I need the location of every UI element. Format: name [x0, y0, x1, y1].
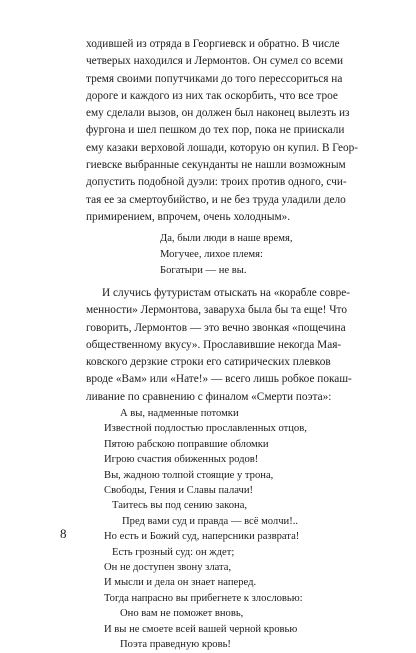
text-line: менности» Лермонтова, заваруха была бы та еще! Что	[86, 304, 347, 317]
text-line: общественному вкусу». Прославившие некогда Мая-	[86, 338, 342, 351]
text-line: ливание по сравнению с финалом «Смерти поэта»:	[86, 390, 332, 403]
text-line: тая ее за смертоубийство, и не без труда уладили дело	[86, 193, 346, 206]
text-line: вроде «Вам» или «Нате!» — всего лишь робкое покаш-	[86, 373, 352, 386]
text-line: фургона и шел пешком до тех пор, пока не приискали	[86, 124, 345, 137]
verse-line: Пред вами суд и правда — всё молчи!..	[122, 515, 299, 527]
text-line: говорить, Лермонтов — это вечно звонкая «пощечина	[86, 321, 346, 334]
text-line: четверых находился и Лермонтов. Он сумел со всеми	[86, 55, 344, 68]
epigraph-verse	[160, 231, 292, 279]
verse-line: Пятою рабскою поправшие обломки	[104, 438, 269, 450]
verse-line: Известной подлостью прославленных отцов,	[104, 423, 307, 435]
verse-line: Да, были люди в наше время,	[160, 233, 293, 244]
verse-line: Поэта праведную кровь!	[120, 639, 231, 651]
verse-line: Игрою счастия обиженных родов!	[104, 454, 259, 466]
paragraph-futurists	[86, 285, 362, 406]
text-line: тремя своими попутчиками до того перессориться на	[86, 72, 343, 85]
page-number: 8	[60, 526, 67, 541]
verse-line: Таитесь вы под сению закона,	[112, 500, 248, 512]
verse-line: Могучее, лихое племя:	[160, 248, 263, 260]
text-line: ему казаки верховой лошади, которую он купил. В Геор-	[86, 141, 359, 154]
text-line: дороге и каждого из них так оскорбить, что все трое	[86, 89, 338, 102]
verse-line: И вы не смоете всей вашей черной кровью	[104, 623, 298, 635]
verse-line: И мысли и дела он знает наперед.	[104, 577, 257, 589]
text-line: И случись футуристам отыскать на «корабле совре-	[102, 287, 351, 299]
verse-line: Богатыри — не вы.	[160, 264, 247, 276]
verse-line: Оно вам не поможет вновь,	[120, 608, 244, 620]
verse-line: Свободы, Гения и Славы палачи!	[104, 485, 254, 497]
verse-line: Он не доступен звону злата,	[104, 562, 232, 574]
text-line: примирением, впрочем, очень холодным».	[86, 210, 291, 223]
verse-line: А вы, надменные потомки	[120, 408, 239, 419]
verse-line: Есть грозный суд: он ждет;	[112, 546, 235, 558]
text-line: ему сделали вызов, он должен был наконец вылезть из	[86, 107, 350, 120]
text-line: ходившей из отряда в Георгиевск и обратно. В числе	[86, 38, 340, 50]
verse-line: Но есть и Божий суд, наперсники разврата!	[104, 531, 300, 543]
text-line: ковского дерзкие строки его сатирических плевков	[86, 356, 331, 369]
verse-line: Тогда напрасно вы прибегнете к злословью:	[104, 592, 303, 604]
text-line: допустить подобной дуэли: троих против одного, счи-	[86, 176, 347, 189]
text-line: гиевске выбранные секунданты не нашли возможным	[86, 159, 346, 172]
paragraph-dueling-account	[86, 36, 362, 226]
verse-line: Вы, жадною толпой стоящие у трона,	[104, 469, 274, 481]
poem-death-of-poet	[104, 406, 307, 653]
